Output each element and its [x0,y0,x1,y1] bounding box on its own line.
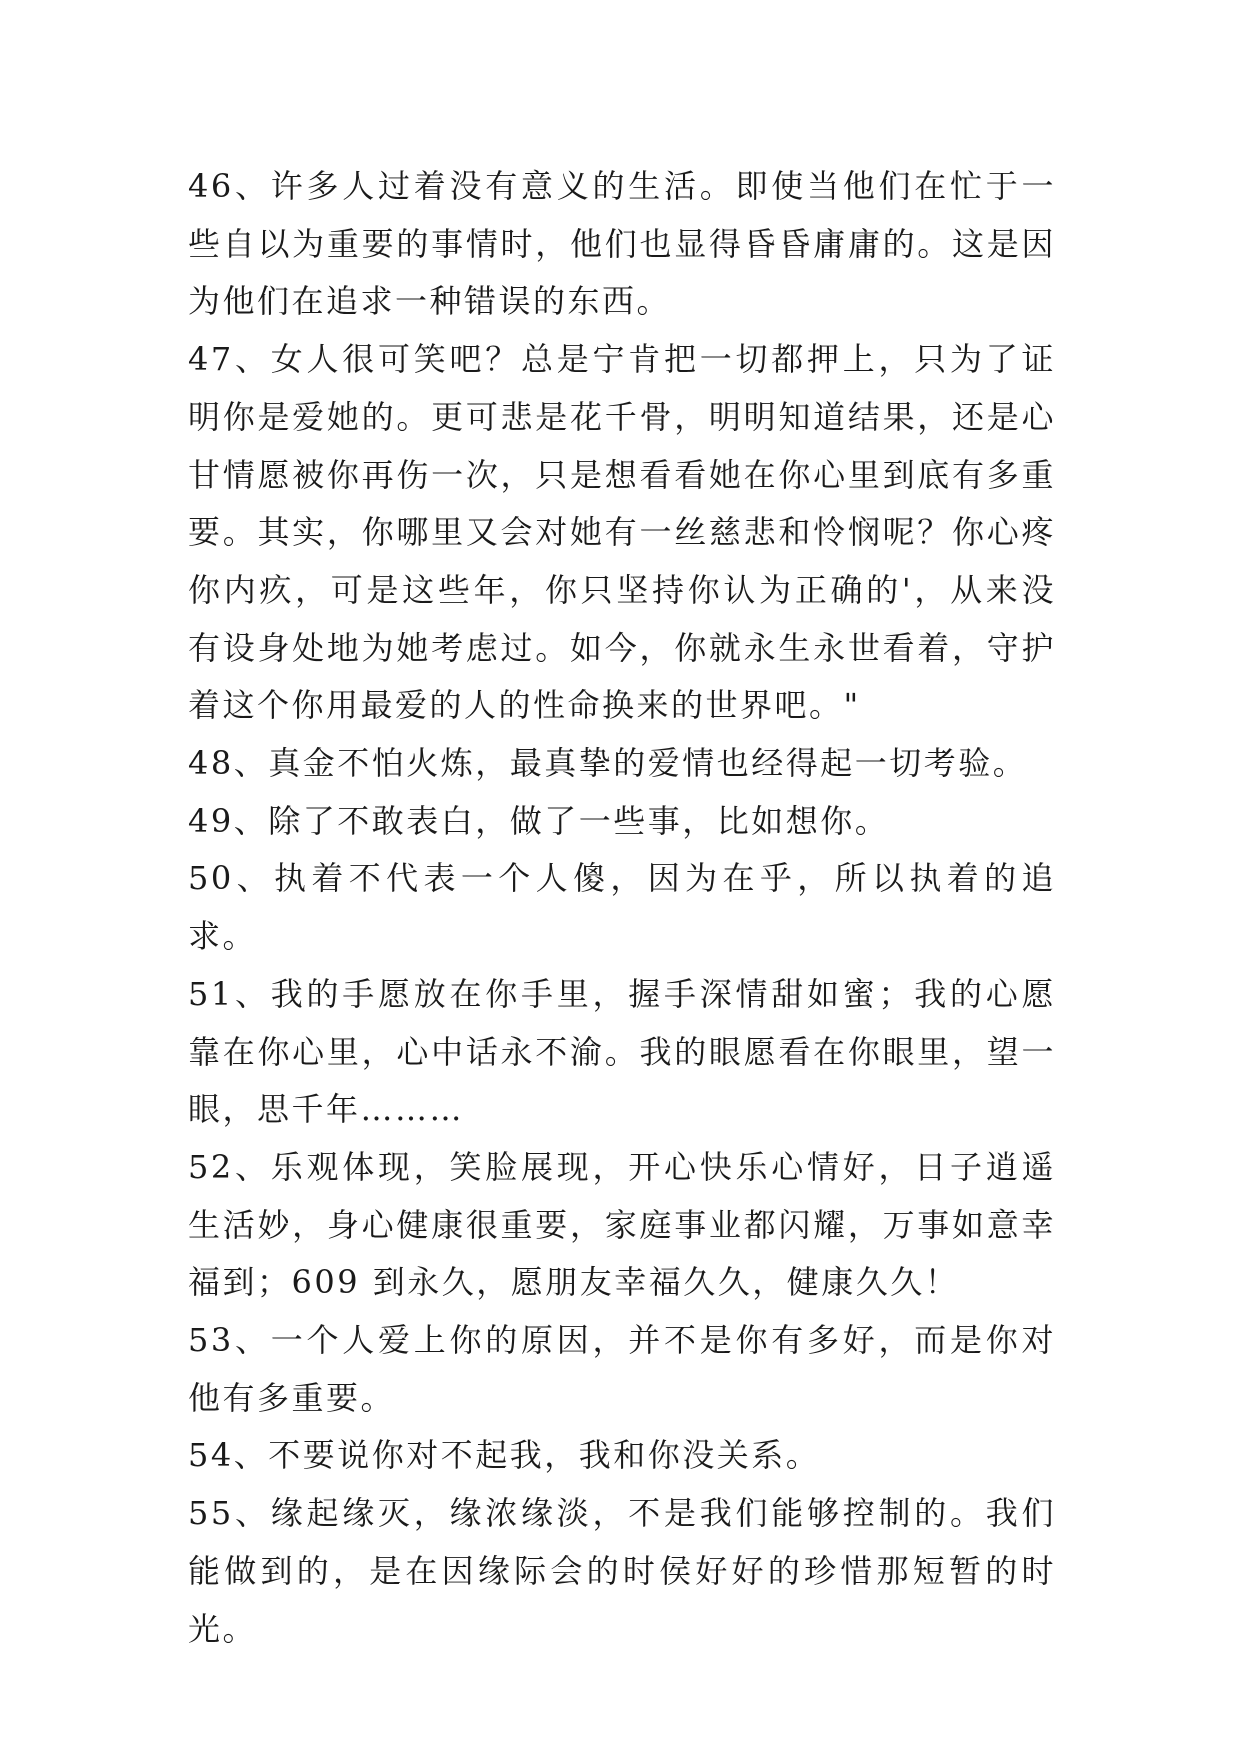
paragraph-48: 48、真金不怕火炼，最真挚的爱情也经得起一切考验。 [188,744,1028,783]
paragraph-55: 55、缘起缘灭，缘浓缘淡，不是我们能够控制的。我们能做到的，是在因缘际会的时侯好好的珍惜那短暂的时光。 [188,1494,1056,1648]
document-body [188,158,1056,1658]
paragraph-50: 50、执着不代表一个人傻，因为在乎，所以执着的追求。 [188,859,1056,956]
paragraph-54: 54、不要说你对不起我，我和你没关系。 [188,1436,821,1475]
paragraph-52: 52、乐观体现，笑脸展现，开心快乐心情好，日子逍遥生活妙，身心健康很重要，家庭事业都闪耀，万事如意幸福到；609 到永久，愿朋友幸福久久，健康久久！ [188,1147,1056,1302]
paragraph-46: 46、许多人过着没有意义的生活。即使当他们在忙于一些自以为重要的事情时，他们也显得昏昏庸庸的。这是因为他们在追求一种错误的东西。 [188,167,1056,321]
paragraph-51: 51、我的手愿放在你手里，握手深情甜如蜜；我的心愿靠在你心里，心中话永不渝。我的眼愿看在你眼里，望一眼，思千年……… [188,974,1056,1129]
paragraph-47: 47、女人很可笑吧？总是宁肯把一切都押上，只为了证明你是爱她的。更可悲是花千骨，明明知道结果，还是心甘情愿被你再伤一次，只是想看看她在你心里到底有多重要。其实，你哪里又会对她有一丝慈悲和怜悯呢？你心疼你内疚，可是这些年，你只坚持你认为正确的'，从来没有设身处地为她考虑过。如今，你就永生永世看着，守护着这个你用最爱的人的性命换来的世界吧。" [188,340,1056,725]
paragraph-53: 53、一个人爱上你的原因，并不是你有多好，而是你对他有多重要。 [188,1321,1056,1417]
paragraph-49: 49、除了不敢表白，做了一些事，比如想你。 [188,801,890,840]
